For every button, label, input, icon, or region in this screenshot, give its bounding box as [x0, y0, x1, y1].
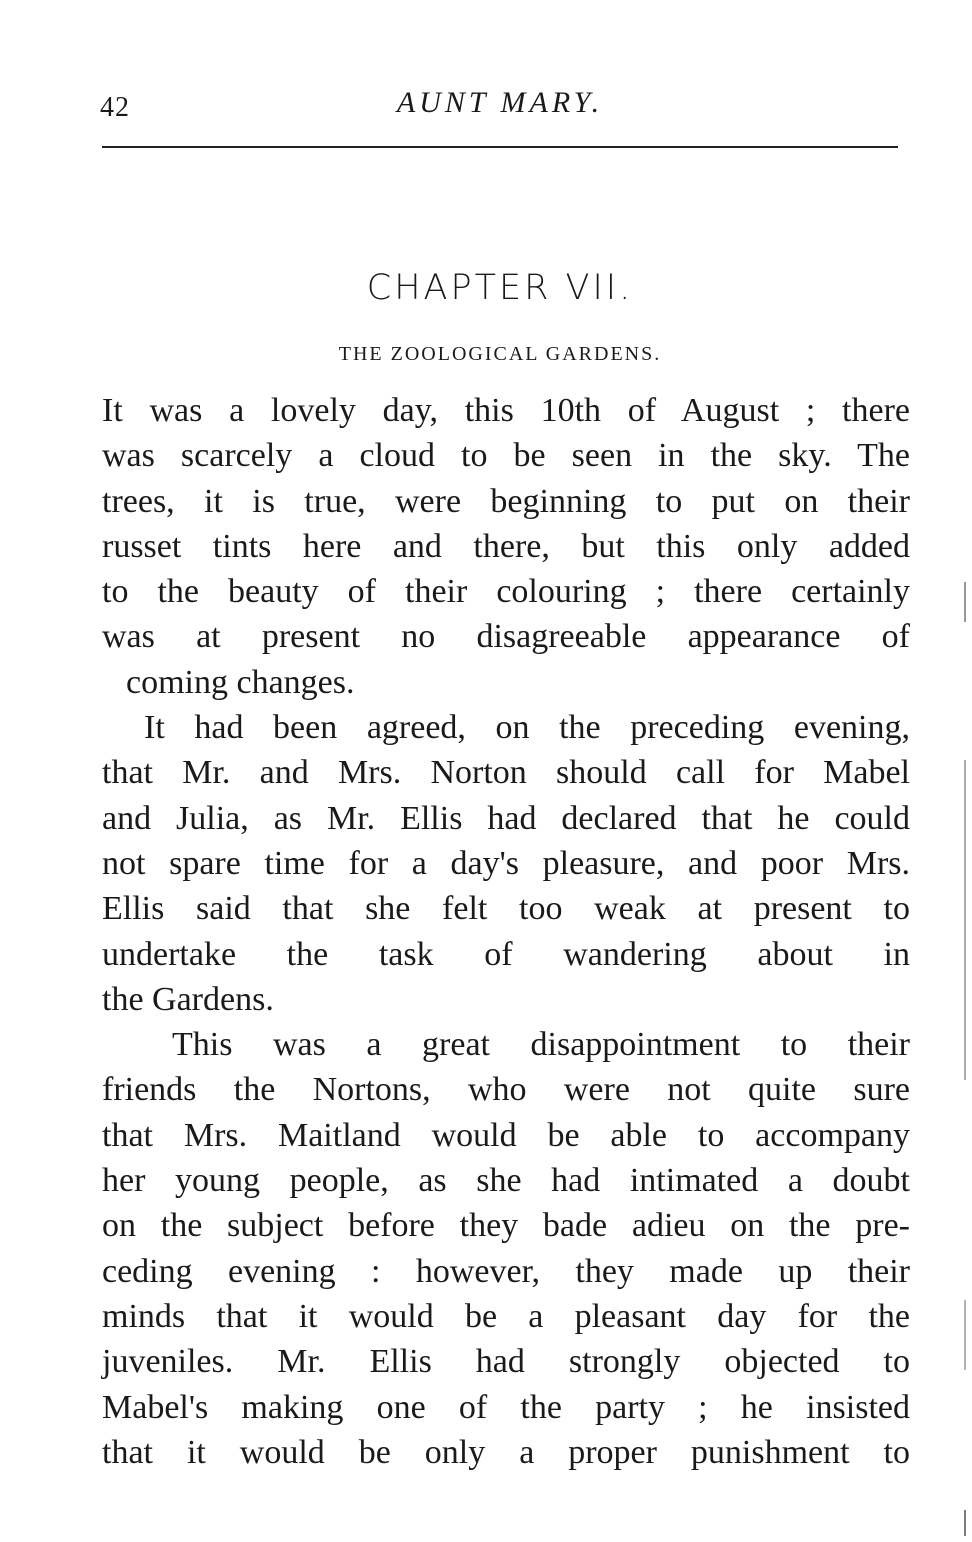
text-line: that it would be only a proper punishment to [102, 1433, 910, 1471]
text-line: was at present no disagreeable appearance of [102, 618, 910, 656]
text-line: to the beauty of their colouring ; there certainly [102, 573, 910, 611]
text-line: Mabel's making one of the party ; he insisted [102, 1388, 910, 1426]
text-line: juveniles. Mr. Ellis had strongly objected to [102, 1343, 910, 1381]
text-line: not spare time for a day's pleasure, and poor Mrs. [102, 844, 910, 882]
body-text [102, 388, 910, 1475]
text-line: her young people, as she had intimated a doubt [102, 1162, 910, 1200]
scan-edge-mark [964, 760, 966, 1080]
running-head [100, 82, 900, 132]
text-line: It was a lovely day, this 10th of August ; there [102, 392, 910, 429]
text-line: friends the Nortons, who were not quite sure [102, 1071, 910, 1109]
text-line: trees, it is true, were beginning to put on their [102, 482, 910, 520]
text-line: minds that it would be a pleasant day for the [102, 1297, 910, 1335]
text-line: coming changes. [126, 663, 355, 701]
text-line: and Julia, as Mr. Ellis had declared that he could [102, 799, 910, 837]
scan-edge-mark [964, 1300, 966, 1370]
text-line: undertake the task of wandering about in [102, 935, 910, 973]
text-line: that Mrs. Maitland would be able to accompany [102, 1116, 910, 1154]
text-line: on the subject before they bade adieu on the pre- [102, 1207, 910, 1245]
chapter-heading: CHAPTER VII. [366, 268, 634, 308]
text-line: Ellis said that she felt too weak at present to [102, 890, 910, 928]
text-line: It had been agreed, on the preceding evening, [144, 709, 910, 747]
text-line: This was a great disappointment to their [172, 1026, 910, 1064]
header-rule [102, 146, 898, 148]
scan-edge-mark [964, 582, 966, 622]
page-number: 42 [100, 92, 130, 123]
scan-edge-mark [964, 1510, 966, 1536]
text-line: the Gardens. [102, 980, 274, 1018]
text-line: that Mr. and Mrs. Norton should call for Mabel [102, 754, 910, 792]
running-title: AUNT MARY. [396, 86, 604, 119]
text-line: russet tints here and there, but this only added [102, 527, 910, 565]
chapter-subtitle: THE ZOOLOGICAL GARDENS. [338, 343, 662, 365]
text-line: was scarcely a cloud to be seen in the sky. The [102, 437, 910, 475]
text-line: ceding evening : however, they made up their [102, 1252, 910, 1290]
